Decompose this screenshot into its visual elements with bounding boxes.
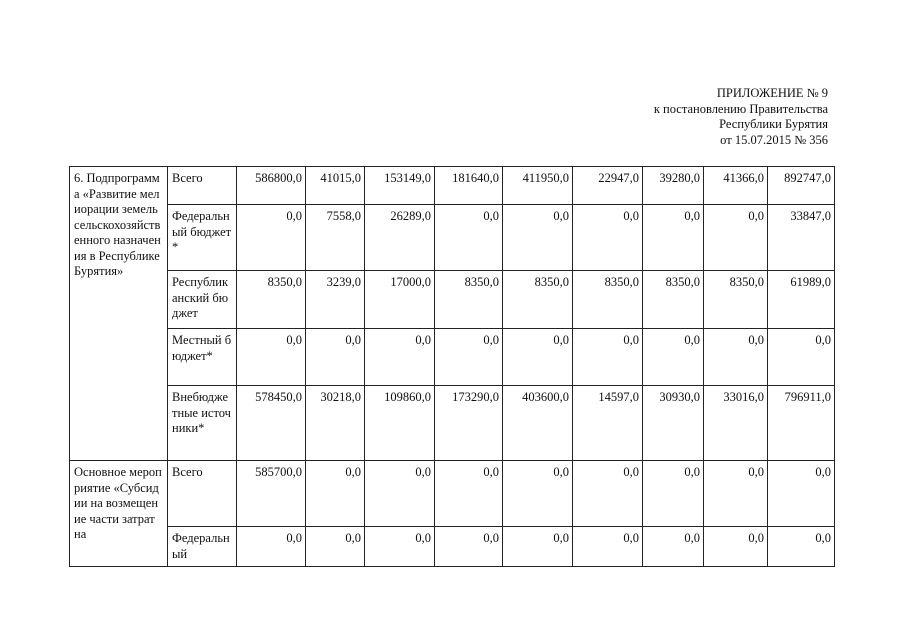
value-cell: 0,0 [237,527,306,567]
value-cell: 8350,0 [643,271,704,329]
table-row [70,386,835,461]
value-cell: 8350,0 [704,271,768,329]
source-cell: Внебюджетные источники* [168,386,237,461]
value-cell: 0,0 [435,329,503,386]
value-cell: 0,0 [435,205,503,271]
appendix-subtitle: к постановлению Правительства [653,101,828,116]
value-cell: 153149,0 [365,167,435,205]
source-cell: Федеральный бюджет * [168,205,237,271]
source-cell: Всего [168,167,237,205]
value-cell: 0,0 [704,527,768,567]
value-cell: 0,0 [704,461,768,527]
value-cell: 14597,0 [573,386,643,461]
value-cell: 0,0 [306,527,365,567]
appendix-government: Республики Бурятия [719,117,828,131]
value-cell: 33016,0 [704,386,768,461]
total-value-cell: 61989,0 [768,271,835,329]
value-cell: 0,0 [573,329,643,386]
value-cell: 8350,0 [435,271,503,329]
value-cell: 0,0 [503,461,573,527]
appendix-date-number: от 15.07.2015 № 356 [720,132,828,147]
budget-table [69,166,835,567]
value-cell: 173290,0 [435,386,503,461]
value-cell: 0,0 [435,461,503,527]
value-cell: 30218,0 [306,386,365,461]
table-row [70,205,835,271]
table-row [70,527,835,567]
value-cell: 26289,0 [365,205,435,271]
value-cell: 0,0 [573,461,643,527]
value-cell: 39280,0 [643,167,704,205]
value-cell: 41015,0 [306,167,365,205]
total-value-cell: 796911,0 [768,386,835,461]
value-cell: 0,0 [643,527,704,567]
value-cell: 0,0 [306,329,365,386]
total-value-cell: 33847,0 [768,205,835,271]
value-cell: 7558,0 [306,205,365,271]
value-cell: 181640,0 [435,167,503,205]
value-cell: 0,0 [704,329,768,386]
value-cell: 0,0 [503,205,573,271]
value-cell: 0,0 [365,527,435,567]
source-cell: Всего [168,461,237,527]
value-cell: 30930,0 [643,386,704,461]
value-cell: 585700,0 [237,461,306,527]
value-cell: 3239,0 [306,271,365,329]
value-cell: 8350,0 [573,271,643,329]
value-cell: 403600,0 [503,386,573,461]
value-cell: 0,0 [643,329,704,386]
value-cell: 586800,0 [237,167,306,205]
total-value-cell: 0,0 [768,461,835,527]
value-cell: 22947,0 [573,167,643,205]
appendix-title: ПРИЛОЖЕНИЕ № 9 [716,86,828,100]
value-cell: 0,0 [643,205,704,271]
appendix-header [654,86,828,148]
value-cell: 0,0 [573,527,643,567]
total-value-cell: 0,0 [768,329,835,386]
value-cell: 41366,0 [704,167,768,205]
total-value-cell: 892747,0 [768,167,835,205]
value-cell: 578450,0 [237,386,306,461]
value-cell: 8350,0 [503,271,573,329]
value-cell: 411950,0 [503,167,573,205]
table-row [70,271,835,329]
source-cell: Местный бюджет* [168,329,237,386]
value-cell: 0,0 [503,527,573,567]
table-row [70,461,835,527]
value-cell: 0,0 [365,461,435,527]
total-value-cell: 0,0 [768,527,835,567]
source-cell: Республиканский бюджет [168,271,237,329]
value-cell: 0,0 [435,527,503,567]
value-cell: 0,0 [643,461,704,527]
table-row [70,329,835,386]
value-cell: 0,0 [704,205,768,271]
value-cell: 0,0 [237,329,306,386]
source-cell: Федеральный [168,527,237,567]
main-activity-name-cell: Основное мероприятие «Субсидии на возмещение части затрат на [70,461,168,567]
value-cell: 0,0 [503,329,573,386]
value-cell: 0,0 [237,205,306,271]
value-cell: 0,0 [573,205,643,271]
value-cell: 8350,0 [237,271,306,329]
value-cell: 0,0 [306,461,365,527]
value-cell: 17000,0 [365,271,435,329]
table-row [70,167,835,205]
subprogram-name-cell: 6. Подпрограмма «Развитие мелиорации земель сельскохозяйственного назначения в Республике Бурятия» [70,167,168,461]
value-cell: 109860,0 [365,386,435,461]
value-cell: 0,0 [365,329,435,386]
